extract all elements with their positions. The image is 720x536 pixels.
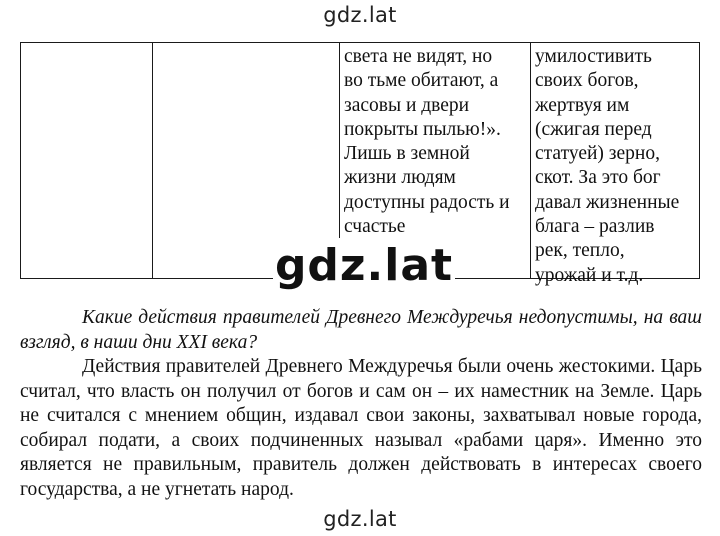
answer-text: Действия правителей Древнего Междуречья были очень жестокими. Царь считал, что власть он получил от богов и сам он – их наместник на Земле. Царь не считался с мнением общин, издавал свои законы, захватывал новые города, собирал подати, а своих подчиненных называл «рабами царя». Именно это является не правильным, правитель должен действовать в интересах своего государства, а не угнетать народ. — [20, 356, 702, 500]
watermark-bottom: gdz.lat — [323, 507, 397, 531]
table-cell-gods: умилостивить своих богов, жертвуя им (сжигая перед статуей) зерно, скот. За это бог давал жизненные блага – разлив рек, тепло, урожай и т.д. — [535, 46, 680, 286]
table-column-divider — [152, 43, 153, 278]
watermark-top: gdz.lat — [323, 3, 397, 27]
question-text: Какие действия правителей Древнего Междуречья недопустимы, на ваш взгляд, в наши дни XXI века? — [20, 307, 702, 353]
watermark-middle: gdz.lat — [273, 238, 455, 294]
table-cell-afterlife: света не видят, но во тьме обитают, а засовы и двери покрыты пылью!». Лишь в земной жизни людям доступны радость и счастье — [344, 46, 510, 238]
